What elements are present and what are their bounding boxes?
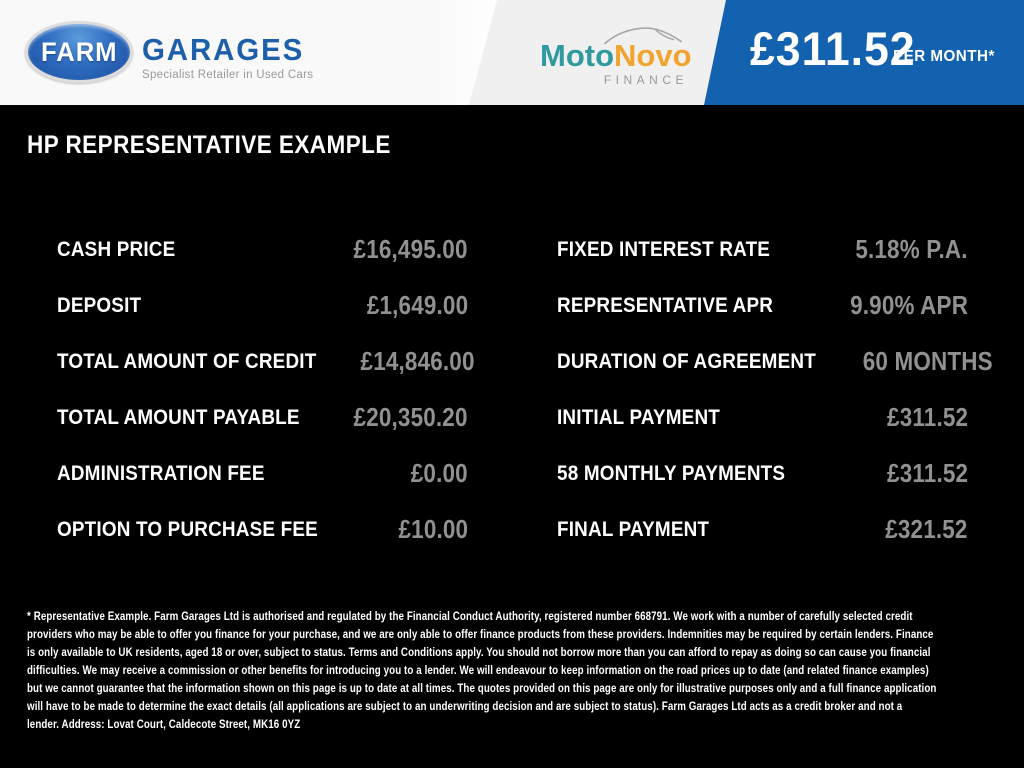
finance-value: 60 MONTHS xyxy=(862,347,993,376)
dealer-wordmark xyxy=(142,21,313,81)
finance-value: £20,350.20 xyxy=(353,403,468,432)
finance-brand-part2: Novo xyxy=(614,38,692,73)
dealer-logo xyxy=(25,21,313,83)
finance-label: INITIAL PAYMENT xyxy=(557,406,721,429)
finance-value: £311.52 xyxy=(886,403,968,432)
finance-value: £14,846.00 xyxy=(360,347,475,376)
finance-value: £0.00 xyxy=(410,459,468,488)
finance-brand-sub: FINANCE xyxy=(603,73,688,87)
finance-label: DURATION OF AGREEMENT xyxy=(557,350,816,373)
finance-label: TOTAL AMOUNT PAYABLE xyxy=(57,406,300,429)
monthly-price: £311.52 xyxy=(750,22,916,75)
finance-value: £1,649.00 xyxy=(366,291,468,320)
finance-row-duration xyxy=(557,334,993,390)
finance-column-right xyxy=(557,222,993,558)
header-bar xyxy=(0,0,1024,105)
finance-value: £311.52 xyxy=(886,459,968,488)
finance-row-total-credit xyxy=(57,334,475,390)
finance-label: TOTAL AMOUNT OF CREDIT xyxy=(57,350,317,373)
finance-brand-logo xyxy=(540,26,692,87)
finance-value: £321.52 xyxy=(885,515,968,544)
finance-value: £10.00 xyxy=(398,515,468,544)
finance-value: 9.90% APR xyxy=(849,291,968,320)
finance-value: £16,495.00 xyxy=(353,235,468,264)
finance-row-deposit xyxy=(57,278,468,334)
finance-label: CASH PRICE xyxy=(57,238,176,261)
finance-row-admin-fee xyxy=(57,446,468,502)
finance-row-monthly-payments xyxy=(557,446,968,502)
finance-row-initial-payment xyxy=(557,390,968,446)
finance-label: FIXED INTEREST RATE xyxy=(557,238,771,261)
finance-brand-part1: Moto xyxy=(540,38,615,73)
finance-row-purchase-fee xyxy=(57,502,468,558)
finance-brand-name xyxy=(540,40,690,71)
finance-row-apr xyxy=(557,278,968,334)
finance-label: REPRESENTATIVE APR xyxy=(557,294,774,317)
finance-label: FINAL PAYMENT xyxy=(557,518,710,541)
page-title: HP REPRESENTATIVE EXAMPLE xyxy=(27,131,391,159)
disclaimer-text: * Representative Example. Farm Garages Ltd is authorised and regulated by the Financial Conduct Authority, registered number 668791. We work with a number of carefully selected credit providers who may be able to offer you finance for your purchase, and we are only able to offer finance products from these providers. Indemnities may be required by certain lenders. Finance is only available to UK residents, aged 18 or over, subject to status. Terms and Conditions apply. You should not borrow more than you can afford to repay as doing so can cause you financial difficulties. We may receive a commission or other benefits for introducing you to a lender. We will endeavour to keep information on the road prices up to date (and related finance examples) but we cannot guarantee that the information shown on this page is up to date at all times. The quotes provided on this page are only for illustrative purposes only and a full finance application will have to be made to determine the exact details (all applications are subject to an underwriting decision and are subject to status). Farm Garages Ltd acts as a credit broker and not a lender. Address: Lovat Court, Caldecote Street, MK16 0YZ xyxy=(27,611,937,731)
dealer-oval-text: FARM xyxy=(40,36,118,67)
monthly-price-suffix: PER MONTH* xyxy=(893,48,995,65)
finance-row-final-payment xyxy=(557,502,968,558)
dealer-tagline: Specialist Retailer in Used Cars xyxy=(142,69,314,81)
finance-value: 5.18% P.A. xyxy=(855,235,968,264)
finance-column-left xyxy=(57,222,475,558)
finance-label: 58 MONTHLY PAYMENTS xyxy=(557,462,786,485)
dealer-oval-badge xyxy=(25,21,133,83)
finance-row-interest-rate xyxy=(557,222,968,278)
finance-label: DEPOSIT xyxy=(57,294,142,317)
finance-label: ADMINISTRATION FEE xyxy=(57,462,265,485)
finance-label: OPTION TO PURCHASE FEE xyxy=(57,518,318,541)
finance-row-cash-price xyxy=(57,222,468,278)
dealer-name: GARAGES xyxy=(142,32,305,67)
finance-row-total-payable xyxy=(57,390,468,446)
